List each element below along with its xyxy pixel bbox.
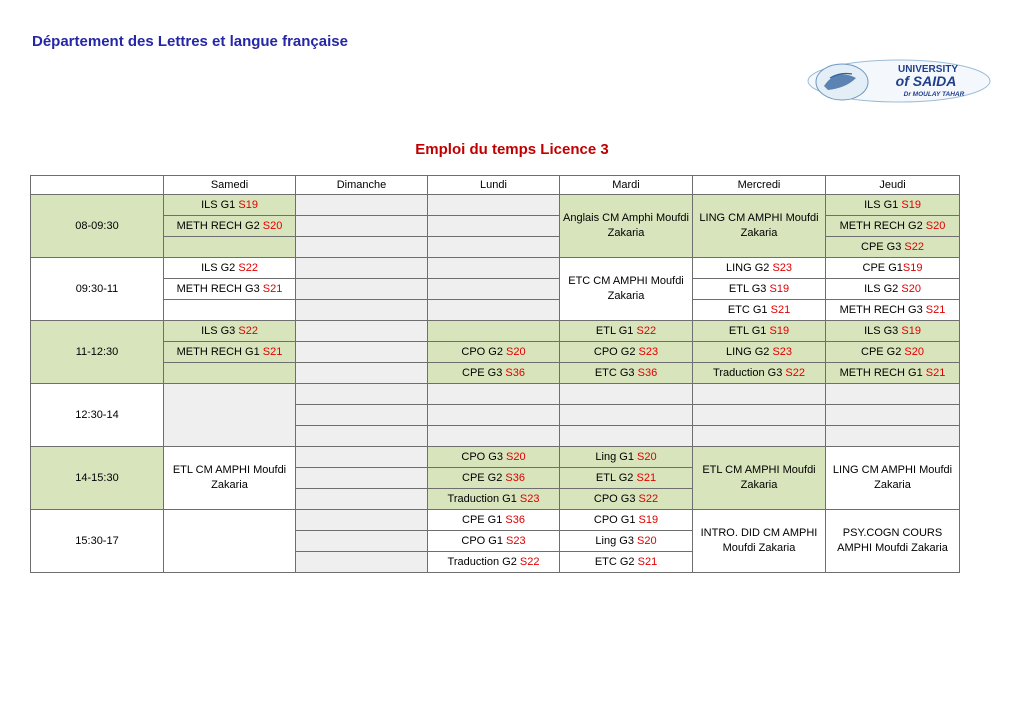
course-cell: METH RECH G1 S21 [826, 363, 960, 384]
course-cell: ILS G2 S22 [164, 258, 296, 279]
empty-cell [296, 384, 428, 405]
course-cell: CPO G1 S19 [560, 510, 693, 531]
department-heading: Département des Lettres et langue française [32, 33, 348, 50]
empty-cell [164, 384, 296, 447]
course-cell: METH RECH G1 S21 [164, 342, 296, 363]
time-cell: 09:30-11 [31, 258, 164, 321]
empty-cell [296, 468, 428, 489]
timetable [30, 175, 960, 573]
merged-course-cell: INTRO. DID CM AMPHI Moufdi Zakaria [693, 510, 826, 573]
course-cell: CPE G3 S36 [428, 363, 560, 384]
course-cell: CPO G2 S23 [560, 342, 693, 363]
course-cell: Ling G1 S20 [560, 447, 693, 468]
time-cell: 14-15:30 [31, 447, 164, 510]
course-cell: CPE G2 S36 [428, 468, 560, 489]
merged-course-cell: ETL CM AMPHI Moufdi Zakaria [693, 447, 826, 510]
header-row [31, 176, 960, 195]
col-header-dimanche: Dimanche [296, 176, 428, 195]
merged-course-cell: ETC CM AMPHI Moufdi Zakaria [560, 258, 693, 321]
course-cell: ILS G1 S19 [826, 195, 960, 216]
course-cell: CPO G2 S20 [428, 342, 560, 363]
merged-course-cell: LING CM AMPHI Moufdi Zakaria [826, 447, 960, 510]
course-cell: ETL G3 S19 [693, 279, 826, 300]
empty-cell [560, 405, 693, 426]
time-cell: 08-09:30 [31, 195, 164, 258]
corner-cell [31, 176, 164, 195]
svg-text:of SAIDA: of SAIDA [895, 73, 957, 89]
course-cell: METH RECH G3 S21 [826, 300, 960, 321]
table-row [31, 510, 960, 531]
course-cell: LING G2 S23 [693, 258, 826, 279]
table-row [31, 195, 960, 216]
empty-cell [428, 405, 560, 426]
empty-cell [164, 510, 296, 573]
schedule-title: Emploi du temps Licence 3 [415, 141, 609, 158]
empty-cell [164, 363, 296, 384]
empty-cell [296, 447, 428, 468]
empty-cell [428, 300, 560, 321]
course-cell: ILS G1 S19 [164, 195, 296, 216]
empty-cell [296, 300, 428, 321]
course-cell: CPO G3 S22 [560, 489, 693, 510]
empty-cell [296, 258, 428, 279]
empty-cell [296, 489, 428, 510]
course-cell: ILS G3 S22 [164, 321, 296, 342]
course-cell: ETL G2 S21 [560, 468, 693, 489]
empty-cell [693, 426, 826, 447]
course-cell: ILS G2 S20 [826, 279, 960, 300]
empty-cell [826, 384, 960, 405]
course-cell: CPE G1S19 [826, 258, 960, 279]
course-cell: ETC G2 S21 [560, 552, 693, 573]
course-cell: Traduction G3 S22 [693, 363, 826, 384]
course-cell: Traduction G2 S22 [428, 552, 560, 573]
svg-text:Dr MOULAY TAHAR: Dr MOULAY TAHAR [903, 91, 965, 98]
empty-cell [428, 258, 560, 279]
empty-cell [296, 342, 428, 363]
empty-cell [296, 531, 428, 552]
table-row [31, 321, 960, 342]
course-cell: CPE G1 S36 [428, 510, 560, 531]
table-row [31, 300, 960, 321]
course-cell: METH RECH G3 S21 [164, 279, 296, 300]
course-cell: LING G2 S23 [693, 342, 826, 363]
svg-text:UNIVERSITY: UNIVERSITY [897, 64, 959, 75]
col-header-mardi: Mardi [560, 176, 693, 195]
col-header-jeudi: Jeudi [826, 176, 960, 195]
merged-course-cell: LING CM AMPHI Moufdi Zakaria [693, 195, 826, 258]
table-row [31, 363, 960, 384]
table-row [31, 447, 960, 468]
empty-cell [693, 405, 826, 426]
empty-cell [428, 384, 560, 405]
empty-cell [428, 426, 560, 447]
empty-cell [296, 552, 428, 573]
merged-course-cell: PSY.COGN COURS AMPHI Moufdi Zakaria [826, 510, 960, 573]
table-row [31, 384, 960, 405]
empty-cell [164, 237, 296, 258]
col-header-mercredi: Mercredi [693, 176, 826, 195]
course-cell: CPE G2 S20 [826, 342, 960, 363]
empty-cell [296, 405, 428, 426]
course-cell: METH RECH G2 S20 [164, 216, 296, 237]
course-cell: Traduction G1 S23 [428, 489, 560, 510]
time-cell: 12:30-14 [31, 384, 164, 447]
table-row [31, 258, 960, 279]
course-cell: CPO G3 S20 [428, 447, 560, 468]
university-logo [806, 58, 992, 104]
empty-cell [296, 216, 428, 237]
empty-cell [296, 237, 428, 258]
course-cell: CPO G1 S23 [428, 531, 560, 552]
merged-course-cell: ETL CM AMPHI Moufdi Zakaria [164, 447, 296, 510]
empty-cell [428, 195, 560, 216]
time-cell: 11-12:30 [31, 321, 164, 384]
course-cell: ETC G3 S36 [560, 363, 693, 384]
empty-cell [296, 279, 428, 300]
empty-cell [296, 363, 428, 384]
empty-cell [296, 195, 428, 216]
empty-cell [164, 300, 296, 321]
course-cell: CPE G3 S22 [826, 237, 960, 258]
course-cell: ETL G1 S19 [693, 321, 826, 342]
course-cell: Ling G3 S20 [560, 531, 693, 552]
empty-cell [826, 405, 960, 426]
empty-cell [428, 237, 560, 258]
empty-cell [560, 426, 693, 447]
course-cell: ILS G3 S19 [826, 321, 960, 342]
empty-cell [428, 321, 560, 342]
course-cell: ETL G1 S22 [560, 321, 693, 342]
empty-cell [296, 510, 428, 531]
empty-cell [428, 279, 560, 300]
course-cell: ETC G1 S21 [693, 300, 826, 321]
col-header-samedi: Samedi [164, 176, 296, 195]
empty-cell [296, 321, 428, 342]
table-row [31, 342, 960, 363]
time-cell: 15:30-17 [31, 510, 164, 573]
empty-cell [826, 426, 960, 447]
col-header-lundi: Lundi [428, 176, 560, 195]
empty-cell [296, 426, 428, 447]
empty-cell [560, 384, 693, 405]
merged-course-cell: Anglais CM Amphi Moufdi Zakaria [560, 195, 693, 258]
empty-cell [693, 384, 826, 405]
table-row [31, 279, 960, 300]
empty-cell [428, 216, 560, 237]
course-cell: METH RECH G2 S20 [826, 216, 960, 237]
